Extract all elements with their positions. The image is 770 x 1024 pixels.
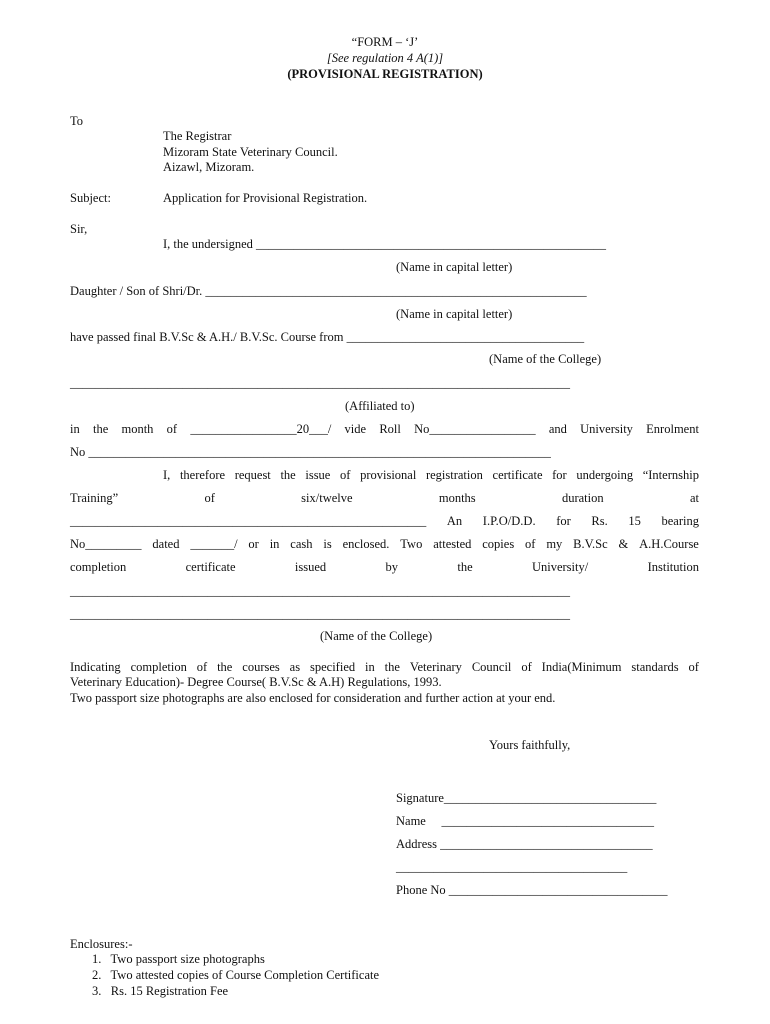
word: duration <box>561 491 604 505</box>
college-blank-line-2[interactable]: ________________________________________________________________________________ <box>70 584 570 598</box>
name-hint-1: (Name in capital letter) <box>396 260 513 274</box>
word: the <box>92 422 109 436</box>
address-line-3: Aizawl, Mizoram. <box>163 160 255 174</box>
word: in <box>365 660 375 674</box>
enclosure-item: 3. Rs. 15 Registration Fee <box>92 984 229 998</box>
name-hint-2: (Name in capital letter) <box>396 307 513 321</box>
word: enclosed. <box>342 537 390 551</box>
word: attested <box>433 537 472 551</box>
word: by <box>385 560 398 574</box>
address-field-line-2[interactable]: _____________________________________ <box>396 860 628 874</box>
indicating-line-1 <box>70 660 699 675</box>
parent-line[interactable]: Daughter / Son of Shri/Dr. _____________________________________________________________ <box>70 284 587 298</box>
word: B.V.Sc <box>573 537 608 551</box>
affiliated-hint: (Affiliated to) <box>345 399 415 413</box>
enclosures-heading: Enclosures:- <box>70 937 133 951</box>
attested-line[interactable] <box>70 537 699 552</box>
word: issue <box>305 468 331 482</box>
word: University/ <box>531 560 589 574</box>
word: or <box>248 537 259 551</box>
closing-text: Yours faithfully, <box>489 738 571 752</box>
word: I.P.O/D.D. <box>482 514 536 528</box>
word: six/twelve <box>301 491 353 505</box>
word: request <box>234 468 271 482</box>
form-title: “FORM – ‘J’ <box>351 35 419 49</box>
word: registration <box>425 468 483 482</box>
word: of <box>166 422 178 436</box>
word: is <box>323 537 332 551</box>
word: months <box>438 491 476 505</box>
word: and <box>548 422 567 436</box>
ipo-line[interactable] <box>70 514 699 529</box>
word: Council <box>471 660 512 674</box>
undersigned-line[interactable]: I, the undersigned ________________________________________________________ <box>163 237 607 251</box>
word: completion <box>70 560 127 574</box>
word: the <box>280 468 296 482</box>
word: copies <box>482 537 515 551</box>
word: the <box>217 660 233 674</box>
request-line <box>163 468 699 483</box>
ipo-no-blank[interactable]: No_________ <box>70 537 142 551</box>
regulation-reference: [See regulation 4 A(1)] <box>326 51 444 65</box>
word: bearing <box>661 514 699 528</box>
word: undergoing <box>576 468 634 482</box>
institution-blank[interactable]: _________________________________________________________ <box>70 514 427 528</box>
date-blank[interactable]: _______/ <box>190 537 238 551</box>
word: at <box>689 491 699 505</box>
word: University <box>580 422 633 436</box>
enclosure-item: 2. Two attested copies of Course Completion Certificate <box>92 968 380 982</box>
month-year-blank[interactable]: _________________20___/ <box>190 422 332 436</box>
address-field[interactable]: Address __________________________________ <box>396 837 653 851</box>
word: of <box>340 468 351 482</box>
word: certificate <box>185 560 236 574</box>
word: dated <box>152 537 180 551</box>
word: as <box>289 660 301 674</box>
subject-label: Subject: <box>70 191 111 205</box>
college-blank-line-3[interactable]: ________________________________________________________________________________ <box>70 607 570 621</box>
word: 15 <box>628 514 641 528</box>
word: for <box>556 514 571 528</box>
word: I, <box>163 468 171 482</box>
training-line <box>70 491 699 506</box>
word: Two <box>400 537 423 551</box>
word: therefore <box>179 468 226 482</box>
subject-text: Application for Provisional Registration. <box>163 191 368 205</box>
form-subtitle: (PROVISIONAL REGISTRATION) <box>287 67 483 81</box>
word: Training” <box>70 491 119 505</box>
word: certificate <box>492 468 543 482</box>
enclosure-item: 1. Two passport size photographs <box>92 952 265 966</box>
college-hint-2: (Name of the College) <box>320 629 433 643</box>
to-label: To <box>70 114 84 128</box>
passed-course-line[interactable]: have passed final B.V.Sc & A.H./ B.V.Sc. Course from ______________________________________ <box>70 330 585 344</box>
word: Institution <box>647 560 699 574</box>
word: vide <box>344 422 367 436</box>
address-line-1: The Registrar <box>163 129 232 143</box>
word: Enrolment <box>646 422 699 436</box>
month-roll-line[interactable] <box>70 422 699 437</box>
word: “Internship <box>642 468 699 482</box>
word: completion <box>130 660 187 674</box>
roll-no-blank[interactable]: No_________________ <box>414 422 536 436</box>
word: of <box>204 491 215 505</box>
word: Rs. <box>591 514 608 528</box>
enrolment-no-line[interactable]: No __________________________________________________________________________ <box>70 445 551 459</box>
word: of <box>525 537 536 551</box>
word: my <box>546 537 563 551</box>
word: of <box>196 660 208 674</box>
word: the <box>457 560 473 574</box>
word: of <box>688 660 699 674</box>
photographs-note: Two passport size photographs are also enclosed for consideration and further action at your end. <box>70 691 556 705</box>
indicating-line-2: Veterinary Education)- Degree Course( B.V.Sc & A.H) Regulations, 1993. <box>70 675 442 689</box>
word: Veterinary <box>409 660 462 674</box>
word: issued <box>294 560 327 574</box>
word: & <box>618 537 629 551</box>
college-hint-1: (Name of the College) <box>489 352 602 366</box>
address-line-2: Mizoram State Veterinary Council. <box>163 145 338 159</box>
word: provisional <box>360 468 417 482</box>
college-blank-line[interactable]: ________________________________________________________________________________ <box>70 376 570 390</box>
word: A.H.Course <box>639 537 699 551</box>
word: in <box>269 537 280 551</box>
word: India(Minimum <box>541 660 622 674</box>
word: cash <box>290 537 313 551</box>
word: courses <box>242 660 280 674</box>
word: of <box>521 660 532 674</box>
phone-field[interactable]: Phone No ___________________________________ <box>396 883 668 897</box>
completion-line <box>70 560 699 575</box>
word: Indicating <box>70 660 121 674</box>
word: An <box>446 514 463 528</box>
word: month <box>121 422 154 436</box>
word: the <box>384 660 400 674</box>
signature-field[interactable]: Signature__________________________________ <box>396 791 657 805</box>
salutation: Sir, <box>70 222 88 236</box>
word: standards <box>631 660 679 674</box>
name-field[interactable]: Name __________________________________ <box>396 814 654 828</box>
word: specified <box>310 660 356 674</box>
word: in <box>70 422 80 436</box>
word: for <box>552 468 567 482</box>
word: Roll <box>379 422 401 436</box>
